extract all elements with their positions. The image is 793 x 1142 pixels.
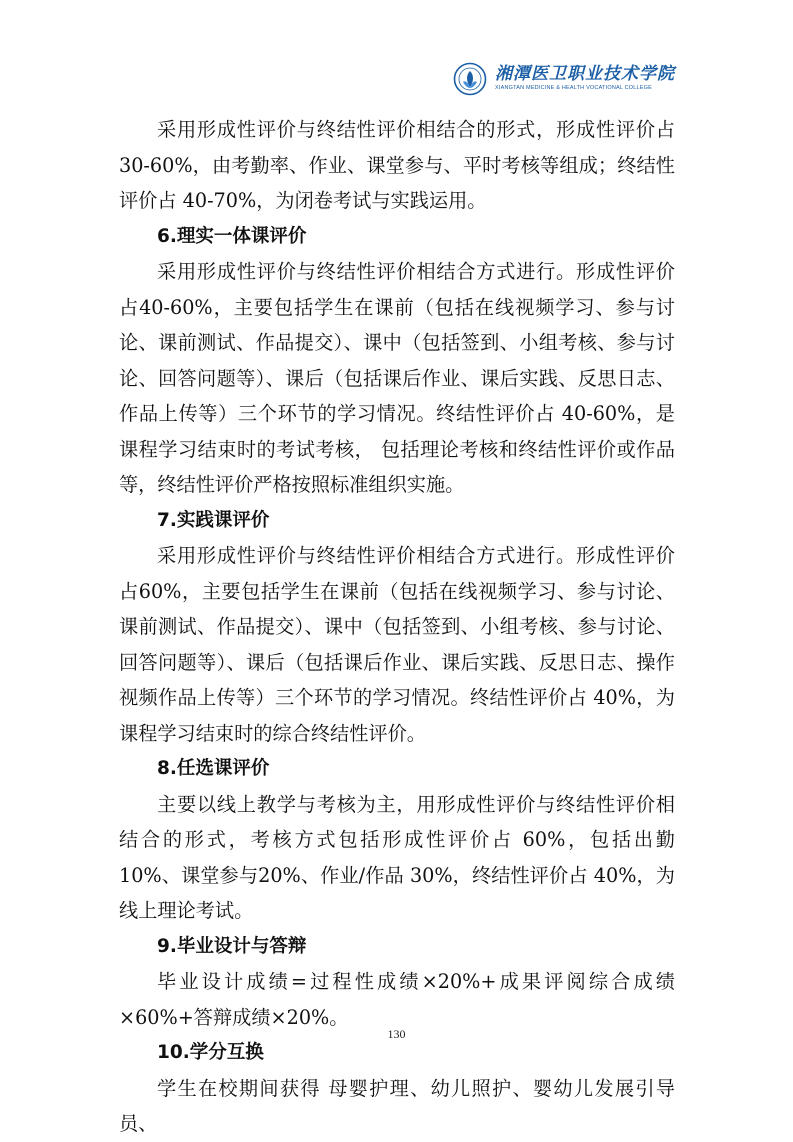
document-body [119, 112, 675, 1142]
paragraph: 采用形成性评价与终结性评价相结合的形式，形成性评价占30-60%，由考勤率、作业、课堂参与、平时考核等组成；终结性评价占 40-70%，为闭卷考试与实践运用。 [119, 118, 675, 212]
college-seal-icon [453, 62, 487, 96]
paragraph: 学生在校期间获得 母婴护理、幼儿照护、婴幼儿发展引导员、 [119, 1076, 675, 1135]
section-heading: 6.理实一体课评价 [157, 225, 307, 247]
section-heading: 9.毕业设计与答辩 [157, 935, 307, 957]
paragraph: 采用形成性评价与终结性评价相结合方式进行。形成性评价占60%，主要包括学生在课前（包括在线视频学习、参与讨论、课前测试、作品提交）、课中（包括签到、小组考核、参与讨论、回答问题等）、课后（包括课后作业、课后实践、反思日志、操作视频作品上传等）三个环节的学习情况。终结性评价占 40%，为课程学习结束时的综合终结性评价。 [119, 544, 675, 745]
college-name-cn: 湘潭医卫职业技术学院 [495, 64, 675, 85]
page-header [453, 62, 675, 96]
section-heading: 7.实践课评价 [157, 509, 270, 531]
college-logo-text [495, 66, 675, 92]
page-number: 130 [387, 1027, 406, 1041]
section-heading: 8.任选课评价 [157, 758, 270, 779]
paragraph: 毕业设计成绩=过程性成绩×20%+成果评阅综合成绩×60%+答辩成绩×20%。 [119, 970, 675, 1029]
section-heading: 10.学分互换 [157, 1042, 264, 1063]
paragraph: 采用形成性评价与终结性评价相结合方式进行。形成性评价占40-60%，主要包括学生在课前（包括在线视频学习、参与讨论、课前测试、作品提交）、课中（包括签到、小组考核、参与讨论、回答问题等）、课后（包括课后作业、课后实践、反思日志、作品上传等）三个环节的学习情况。终结性评价占 40-60%，是课程学习结束时的考试考核， 包括理论考核和终结性评价或作品等，终结性评价严格按照标准组织实施。 [119, 260, 675, 496]
paragraph: 主要以线上教学与考核为主，用形成性评价与终结性评价相结合的形式，考核方式包括形成性评价占 60%，包括出勤 10%、课堂参与20%、作业/作品 30%，终结性评价占 40%，为线上理论考试。 [119, 792, 675, 922]
college-name-en: XIANGTAN MEDICINE & HEALTH VOCATIONAL COLLEGE [495, 85, 653, 92]
